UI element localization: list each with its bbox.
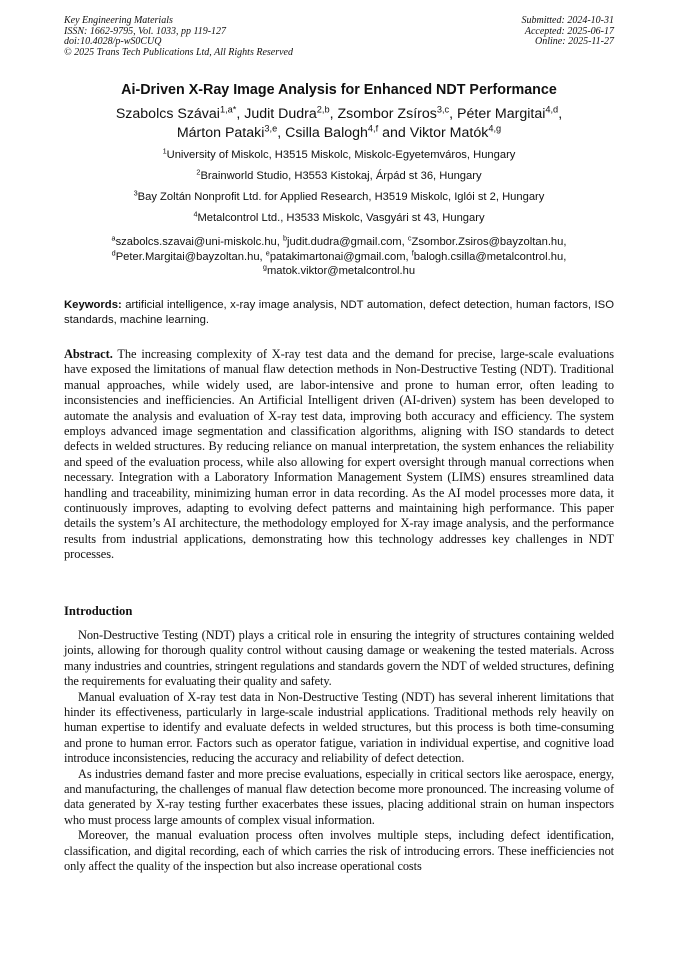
author-sup: 4,g [488, 122, 502, 133]
email-link[interactable]: szabolcs.szavai@uni-miskolc.hu [115, 236, 277, 248]
abstract-text: The increasing complexity of X-ray test data and the demand for precise, large-scale evaluations have exposed the limitations of manual flaw detection methods in Non-Destructive Testing (NDT). Traditional manual approaches, while widely used, are labor-intensive and prone to human error, often leading to inconsistencies and inefficiencies. An Artificial Intelligent driven (AI-driven) system has been developed to automate the analysis and evaluation of X-ray test data, improving both accuracy and efficiency. The system employs advanced image segmentation and classification algorithms, aligning with ISO standards to detect defects in welded structures. By reducing reliance on manual interpretation, the system enhances the reliability and speed of the evaluation process, while also allowing for expert oversight through manual corrections when necessary. Integration with a Laboratory Information Management System (LIMS) ensures streamlined data handling and traceability, minimizing human error in data recording. As the AI model processes more data, it continuously improves, adapting to evolving defect patterns and maintaining high performance. This paper details the system’s AI architecture, the methodology employed for X-ray image analysis, and the performance results from industrial applications, demonstrating how this technology addresses key challenges in NDT processes. [64, 347, 614, 562]
email-link[interactable]: balogh.csilla@metalcontrol.hu [413, 250, 564, 263]
author-sup: 3,e [264, 122, 278, 133]
author-name: Zsombor Zsíros [337, 106, 437, 122]
doi[interactable]: doi:10.4028/p-wS0CUQ [64, 36, 162, 48]
author-sup: 4,d [545, 104, 559, 115]
author-name: Judit Dudra [244, 106, 317, 122]
author-name: Szabolcs Szávai [115, 106, 220, 122]
email-link[interactable]: judit.dudra@gmail.com [287, 236, 402, 248]
journal-name: Key Engineering Materials [64, 15, 173, 26]
online-date: Online: 2025-11-27 [535, 36, 614, 48]
author-sup: 1,a* [219, 104, 237, 115]
introduction-body [64, 628, 614, 875]
abstract-label: Abstract. [64, 347, 113, 361]
email-link[interactable]: patakimartonai@gmail.com [269, 250, 406, 263]
email-link[interactable]: Peter.Margitai@bayzoltan.hu [115, 250, 260, 263]
paper-title: Ai-Driven X-Ray Image Analysis for Enhanced NDT Performance [121, 82, 557, 98]
keywords-text: artificial intelligence, x-ray image analysis, NDT automation, defect detection, human factors, ISO standards, machine learning. [64, 299, 614, 326]
affiliation-list [40, 146, 638, 233]
abstract [64, 347, 614, 563]
issn-volume: ISSN: 1662-9795, Vol. 1033, pp 119-127 [64, 25, 227, 37]
paragraph: Manual evaluation of X-ray test data in Non-Destructive Testing (NDT) has several inherent limitations that hinder its effectiveness, particularly in large-scale industrial applications. Traditional methods rely heavily on human expertise to identify and evaluate defects in welded structures, but this process is both time-consuming and prone to human error. Factors such as operator fatigue, variation in individual expertise, and cognitive load introduce inconsistencies, reducing the accuracy and reliability of defect detection. [64, 689, 614, 766]
publication-dates [522, 16, 615, 48]
copyright: © 2025 Trans Tech Publications Ltd, All Rights Reserved [64, 46, 293, 58]
section-heading-introduction: Introduction [64, 604, 133, 618]
submitted-date: Submitted: 2024-10-31 [521, 15, 614, 26]
accepted-date: Accepted: 2025-06-17 [524, 25, 614, 37]
email-link[interactable]: matok.viktor@metalcontrol.hu [266, 265, 416, 277]
paragraph: As industries demand faster and more precise evaluations, especially in critical sectors like aerospace, energy, and manufacturing, the challenges of manual flaw detection become more pronounced. The increasing volume of data generated by X-ray testing further exacerbates these issues, placing additional strain on human inspectors who must process large amounts of complex visual information. [64, 766, 614, 827]
email-list: $^a$szabolcs.szavai@uni-miskolc.hu, $^b$judit.dudra@gmail.com, $^c$Zsombor.Zsiros@bayzoltan.hu, $^d$Peter.Margitai@bayzoltan.hu, $^e$patakimartonai@gmail.com, $^f$balogh.csilla@metalcontrol.hu, $^g$matok.viktor@metalcontrol.hu [111, 233, 567, 277]
author-sup: 2,b [316, 104, 330, 115]
keywords [64, 298, 614, 328]
author-name: Péter Margitai [457, 106, 546, 122]
affiliation: $^4$Metalcontrol Ltd., H3533 Miskolc, Vasgyári st 43, Hungary [193, 209, 485, 224]
author-connector: and [382, 124, 406, 141]
affiliation: $^3$Bay Zoltán Nonprofit Ltd. for Applied Research, H3519 Miskolc, Iglói st 2, Hungary [133, 188, 545, 203]
affiliation: $^1$University of Miskolc, H3515 Miskolc, Miskolc-Egyetemváros, Hungary [162, 146, 516, 161]
author-name: Viktor Matók [409, 124, 489, 141]
paragraph: Non-Destructive Testing (NDT) plays a critical role in ensuring the integrity of structures containing welded joints, allowing for thorough quality control without causing damage or weakening the tested materials. Across many industries and countries, stringent regulations and standards govern the NDT of welded structures, defining the requirements for evaluating their quality and safety. [64, 628, 614, 689]
author-name: Csilla Balogh [285, 124, 368, 141]
publication-info [64, 16, 293, 58]
affiliation: $^2$Brainworld Studio, H3553 Kistokaj, Árpád st 36, Hungary [196, 167, 482, 182]
paragraph: Moreover, the manual evaluation process often involves multiple steps, including defect identification, classification, and digital recording, each of which carries the risk of introducing errors. These inefficiencies not only affect the quality of the inspection but also increase operational costs [64, 828, 614, 874]
email-link[interactable]: Zsombor.Zsiros@bayzoltan.hu [411, 236, 564, 248]
author-sup: 4,f [367, 122, 379, 133]
keywords-label: Keywords: [64, 299, 122, 311]
author-list: Szabolcs Szávai$^{1,a*}$, Judit Dudra$^{2,b}$, Zsombor Zsíros$^{3,c}$, Péter Margitai$^{4,d}$, Márton Pataki$^{3,e}$, Csilla Balogh$^{4,f}$ and Viktor Matók$^{4,g}$ [115, 104, 563, 141]
author-sup: 3,c [436, 104, 450, 115]
author-name: Márton Pataki [176, 124, 265, 141]
